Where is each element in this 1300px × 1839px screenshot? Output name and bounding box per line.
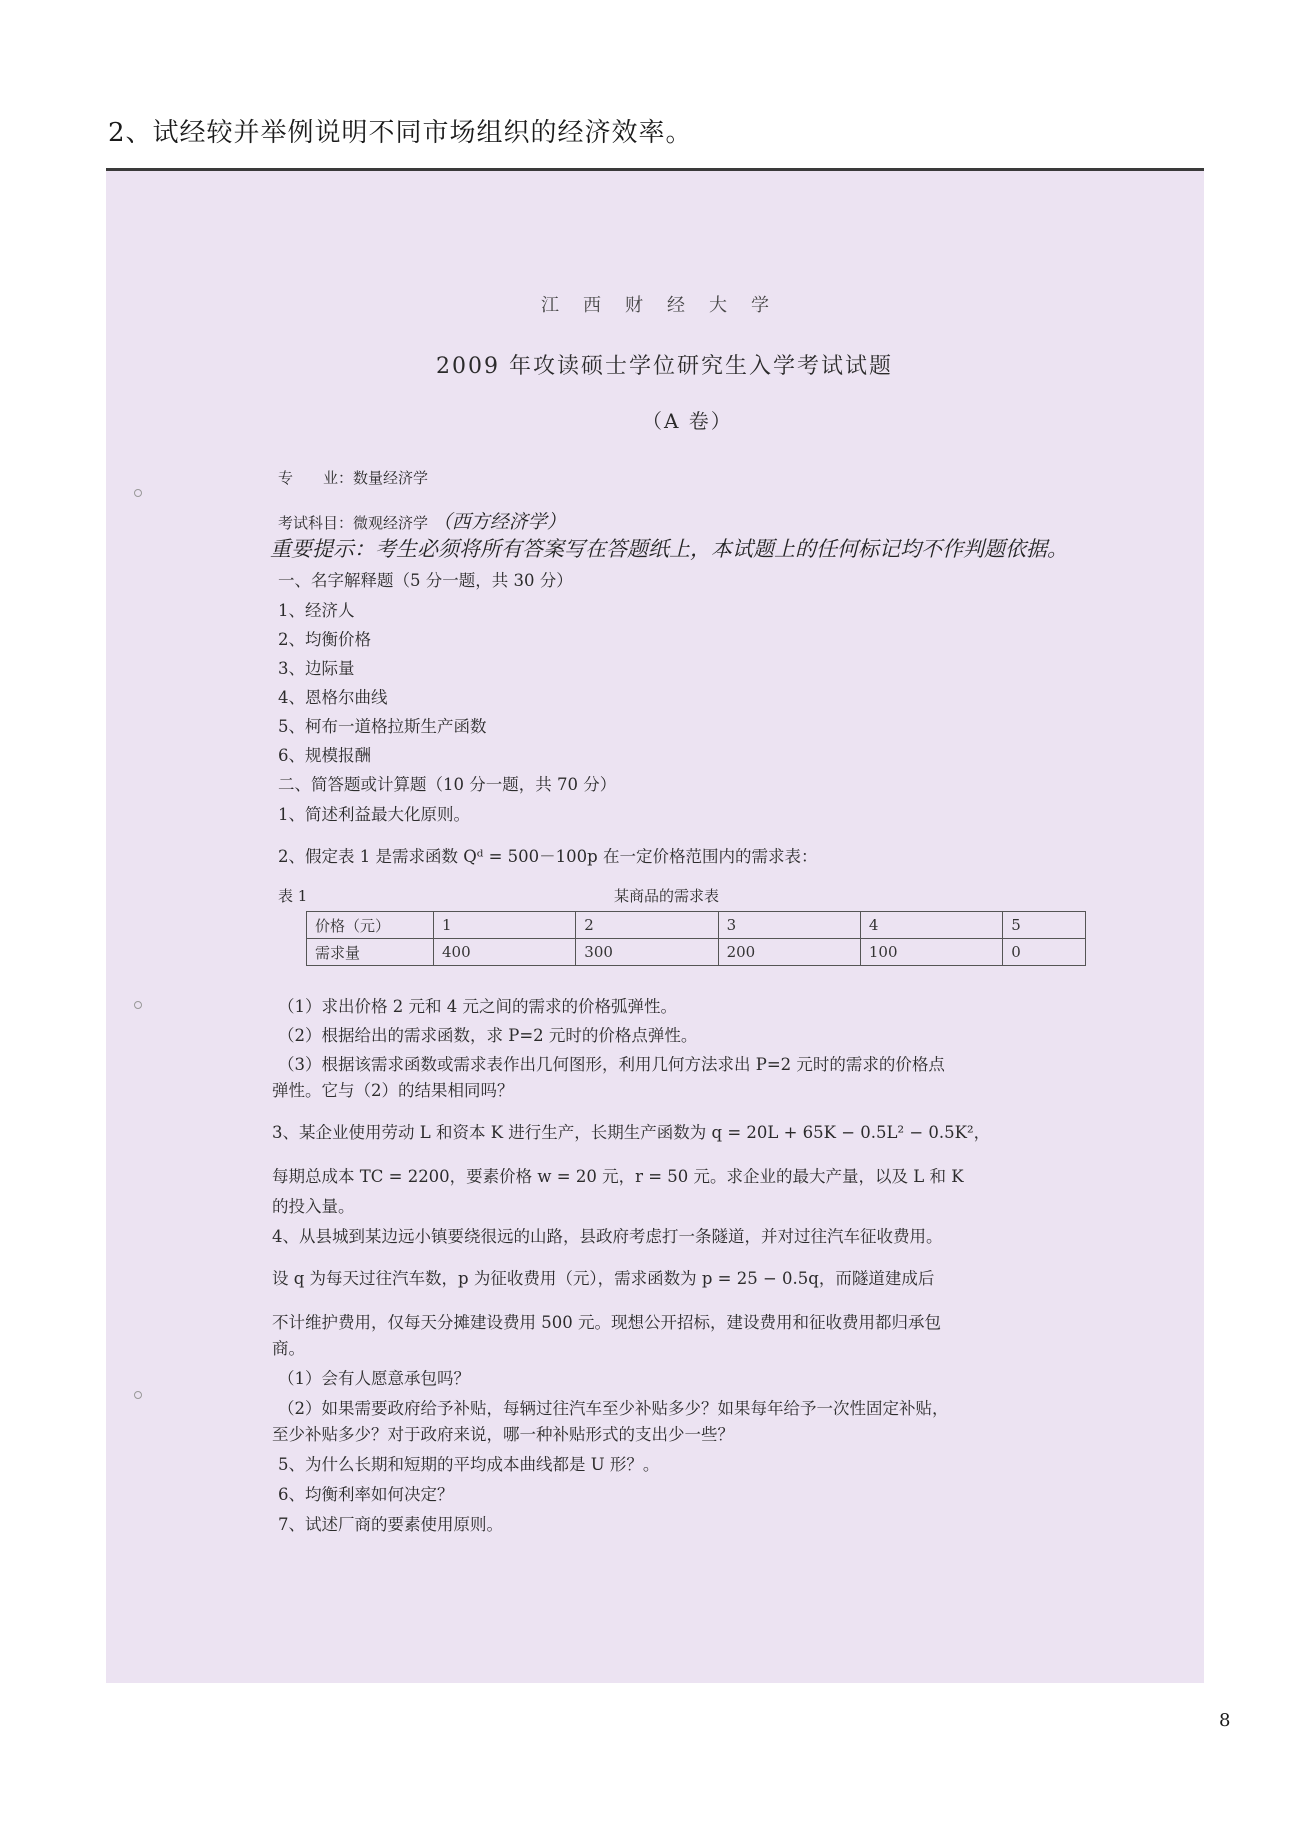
term-item: 6、规模报酬 [278, 746, 371, 765]
question-2-part: 弹性。它与（2）的结果相同吗？ [272, 1081, 514, 1100]
term-item: 4、恩格尔曲线 [278, 688, 388, 707]
table-cell: 5 [1003, 912, 1086, 939]
subject-handwritten: （西方经济学） [432, 511, 566, 533]
table-cell: 100 [860, 939, 1002, 966]
paper-label: （A 卷） [642, 409, 733, 433]
question-2-part: （2）根据给出的需求函数，求 P=2 元时的价格点弹性。 [278, 1026, 698, 1045]
section2-heading: 二、简答题或计算题（10 分一题，共 70 分） [278, 775, 617, 794]
question-4-line: 至少补贴多少？对于政府来说，哪一种补贴形式的支出少一些？ [272, 1425, 734, 1444]
table-cell: 3 [718, 912, 860, 939]
subject-line [278, 507, 566, 534]
table-cell: 2 [576, 912, 718, 939]
top-question: 2、试经较并举例说明不同市场组织的经济效率。 [108, 118, 693, 148]
question-4-line: 设 q 为每天过往汽车数，p 为征收费用（元），需求函数为 p = 25 − 0.5q，而隧道建成后 [272, 1269, 935, 1288]
major-line: 专 业：数量经济学 [278, 469, 429, 487]
term-item: 2、均衡价格 [278, 630, 371, 649]
term-item: 3、边际量 [278, 659, 355, 678]
question-7: 7、试述厂商的要素使用原则。 [278, 1515, 503, 1534]
question-5: 5、为什么长期和短期的平均成本曲线都是 U 形？。 [278, 1455, 660, 1474]
university-name: 江西财经大学 [541, 295, 793, 316]
question-4-line: （2）如果需要政府给予补贴，每辆过往汽车至少补贴多少？如果每年给予一次性固定补贴， [278, 1399, 949, 1418]
row-header: 价格（元） [307, 912, 434, 939]
term-item: 5、柯布一道格拉斯生产函数 [278, 717, 487, 736]
question-4-line: 不计维护费用，仅每天分摊建设费用 500 元。现想公开招标，建设费用和征收费用都归承包 [272, 1313, 941, 1332]
exam-title: 2009 年攻读硕士学位研究生入学考试试题 [436, 354, 893, 379]
question-3-line: 的投入量。 [272, 1197, 355, 1216]
row-header: 需求量 [307, 939, 434, 966]
demand-table [306, 911, 1086, 966]
binder-hole-mark [134, 489, 142, 497]
table-cell: 1 [434, 912, 576, 939]
term-item: 1、经济人 [278, 601, 355, 620]
table-row [307, 939, 1086, 966]
table-cell: 0 [1003, 939, 1086, 966]
binder-hole-mark [134, 1391, 142, 1399]
handwritten-notice: 重要提示：考生必须将所有答案写在答题纸上，本试题上的任何标记均不作判题依据。 [270, 537, 1068, 561]
question-1: 1、简述利益最大化原则。 [278, 805, 470, 824]
table-cell: 400 [434, 939, 576, 966]
subject-printed: 考试科目：微观经济学 [278, 514, 429, 532]
table-label: 表 1 [278, 887, 308, 905]
page-number: 8 [1219, 1710, 1231, 1731]
binder-hole-mark [134, 1001, 142, 1009]
table-title: 某商品的需求表 [614, 887, 720, 905]
scanned-exam-page [106, 168, 1204, 1683]
table-cell: 4 [860, 912, 1002, 939]
table-row [307, 912, 1086, 939]
question-4-line: 4、从县城到某边远小镇要绕很远的山路，县政府考虑打一条隧道，并对过往汽车征收费用。 [272, 1227, 943, 1246]
question-6: 6、均衡利率如何决定？ [278, 1485, 454, 1504]
question-4-line: 商。 [272, 1339, 305, 1358]
question-4-line: （1）会有人愿意承包吗？ [278, 1369, 470, 1388]
question-2-part: （3）根据该需求函数或需求表作出几何图形，利用几何方法求出 P=2 元时的需求的价格点 [278, 1055, 945, 1074]
question-2-intro: 2、假定表 1 是需求函数 Qᵈ = 500－100p 在一定价格范围内的需求表： [278, 847, 818, 866]
question-2-part: （1）求出价格 2 元和 4 元之间的需求的价格弧弹性。 [278, 997, 677, 1016]
section1-heading: 一、名字解释题（5 分一题，共 30 分） [278, 571, 573, 590]
table-cell: 300 [576, 939, 718, 966]
table-cell: 200 [718, 939, 860, 966]
question-3-line: 每期总成本 TC = 2200，要素价格 w = 20 元，r = 50 元。求企业的最大产量，以及 L 和 K [272, 1167, 964, 1186]
question-3-line: 3、某企业使用劳动 L 和资本 K 进行生产，长期生产函数为 q = 20L + 65K − 0.5L² − 0.5K²， [272, 1123, 991, 1142]
